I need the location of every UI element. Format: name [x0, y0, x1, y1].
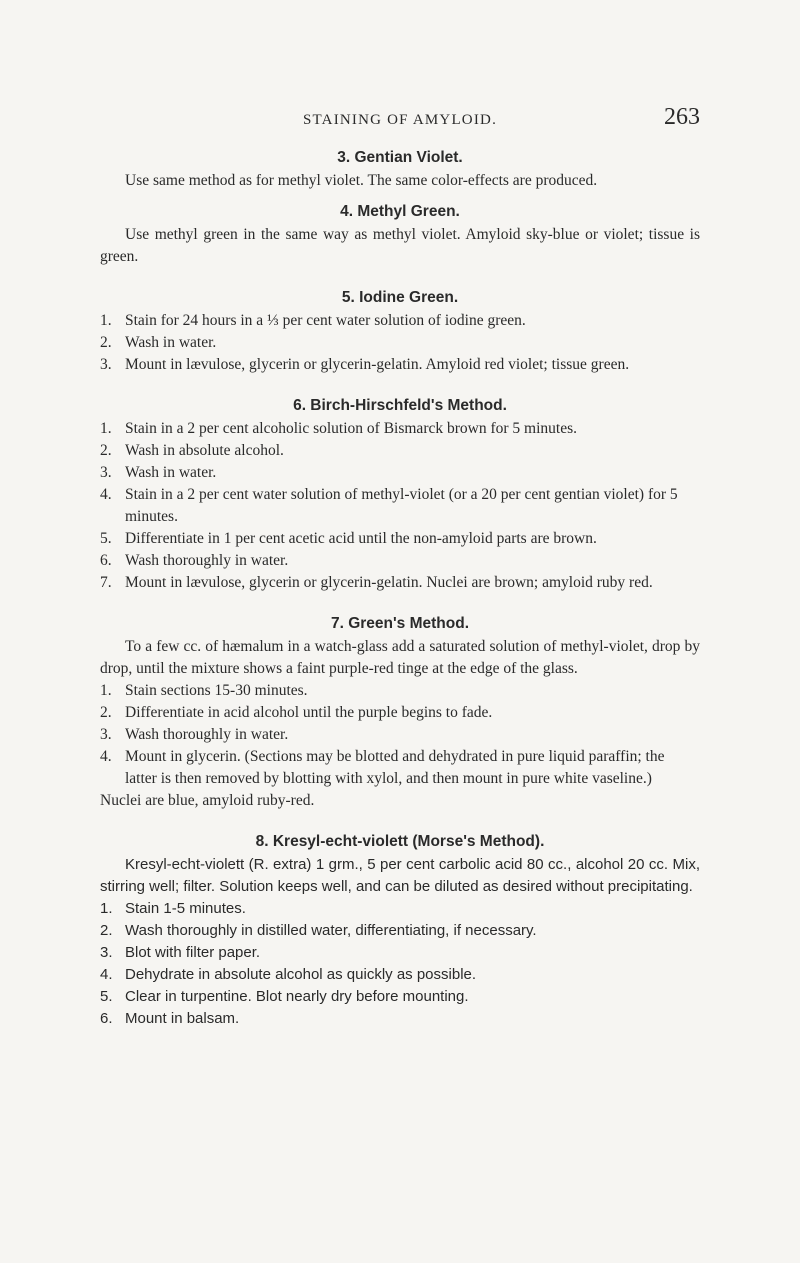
- running-head: [100, 104, 700, 134]
- list-item: [100, 724, 700, 746]
- section-paragraph: Use methyl green in the same way as methyl violet. Amyloid sky-blue or violet; tissue is green.: [100, 226, 700, 265]
- section-heading: 4. Methyl Green.: [340, 203, 460, 220]
- step-text: Mount in lævulose, glycerin or glycerin-gelatin. Nuclei are brown; amyloid ruby red.: [125, 574, 653, 591]
- section-methyl-green: [100, 200, 700, 268]
- step-number: 1 .: [100, 310, 122, 332]
- step-text: Stain 1-5 minutes.: [125, 900, 246, 917]
- list-item: [100, 354, 700, 376]
- running-title: STAINING OF AMYLOID.: [302, 112, 498, 128]
- step-number: 4 .: [100, 964, 122, 986]
- list-item: [100, 572, 700, 594]
- step-number: 5 .: [100, 986, 122, 1008]
- step-number: 5 .: [100, 528, 122, 550]
- step-text: Blot with filter paper.: [125, 944, 261, 961]
- list-item: [100, 550, 700, 572]
- list-item: [100, 528, 700, 550]
- list-item: [100, 440, 700, 462]
- step-text: Wash in water.: [125, 464, 217, 481]
- list-item: [100, 942, 700, 964]
- step-number: 3 .: [100, 724, 122, 746]
- step-number: 7 .: [100, 572, 122, 594]
- step-text: Mount in glycerin. (Sections may be blotted and dehydrated in pure liquid paraffin; the latter is then removed by blotting with xylol, and then mount in pure white vaseline.): [125, 748, 665, 787]
- list-item: [100, 332, 700, 354]
- list-item: [100, 1008, 700, 1030]
- step-number: 6 .: [100, 550, 122, 572]
- list-item: [100, 418, 700, 440]
- step-list: [100, 310, 700, 376]
- list-item: [100, 964, 700, 986]
- step-number: 1 .: [100, 418, 122, 440]
- list-item: [100, 702, 700, 724]
- list-item: [100, 680, 700, 702]
- step-text: Mount in balsam.: [125, 1010, 240, 1027]
- section-paragraph: To a few cc. of hæmalum in a watch-glass add a saturated solution of methyl-violet, drop by drop, until the mixture shows a faint purple-red tinge at the edge of the glass.: [100, 638, 700, 677]
- step-text: Wash thoroughly in water.: [125, 552, 289, 569]
- step-text: Mount in lævulose, glycerin or glycerin-gelatin. Amyloid red violet; tissue green.: [125, 356, 630, 373]
- step-number: 1 .: [100, 898, 122, 920]
- step-text: Wash in water.: [125, 334, 217, 351]
- section-heading: 3. Gentian Violet.: [337, 149, 463, 166]
- step-text: Stain in a 2 per cent alcoholic solution of Bismarck brown for 5 minutes.: [125, 420, 577, 437]
- section-greens-method: [100, 612, 700, 812]
- step-number: 3 .: [100, 462, 122, 484]
- step-number: 2 .: [100, 702, 122, 724]
- section-iodine-green: [100, 286, 700, 376]
- list-item: [100, 920, 700, 942]
- step-text: Stain for 24 hours in a ⅓ per cent water solution of iodine green.: [125, 312, 526, 329]
- page-number: 263: [664, 104, 700, 130]
- step-number: 1 .: [100, 680, 122, 702]
- step-text: Wash in absolute alcohol.: [125, 442, 284, 459]
- step-number: 3 .: [100, 942, 122, 964]
- section-heading: 5. Iodine Green.: [341, 289, 459, 306]
- list-item: [100, 898, 700, 920]
- list-item: [100, 986, 700, 1008]
- step-text: Dehydrate in absolute alcohol as quickly as possible.: [125, 966, 477, 983]
- section-kresyl-echt-violett: [100, 830, 700, 1030]
- section-heading: 8. Kresyl-echt-violett (Morse's Method).: [255, 833, 545, 850]
- step-list: [100, 680, 700, 790]
- list-item: [100, 484, 700, 528]
- result-note: Nuclei are blue, amyloid ruby-red.: [100, 792, 315, 809]
- section-heading: 6. Birch-Hirschfeld's Method.: [293, 397, 507, 414]
- step-number: 6 .: [100, 1008, 122, 1030]
- section-birch-hirschfeld: [100, 394, 700, 594]
- section-heading: 7. Green's Method.: [330, 615, 470, 632]
- step-text: Differentiate in 1 per cent acetic acid until the non-amyloid parts are brown.: [125, 530, 597, 547]
- step-text: Wash thoroughly in water.: [125, 726, 289, 743]
- step-text: Stain in a 2 per cent water solution of methyl-violet (or a 20 per cent gentian violet) for 5 minutes.: [125, 486, 678, 525]
- step-text: Clear in turpentine. Blot nearly dry before mounting.: [125, 988, 469, 1005]
- step-number: 2 .: [100, 332, 122, 354]
- step-list: [100, 898, 700, 1030]
- step-number: 2 .: [100, 440, 122, 462]
- step-text: Wash thoroughly in distilled water, differentiating, if necessary.: [125, 922, 537, 939]
- step-text: Stain sections 15-30 minutes.: [125, 682, 308, 699]
- step-text: Differentiate in acid alcohol until the purple begins to fade.: [125, 704, 493, 721]
- step-list: [100, 418, 700, 594]
- step-number: 2 .: [100, 920, 122, 942]
- list-item: [100, 310, 700, 332]
- list-item: [100, 746, 700, 790]
- section-gentian-violet: [100, 146, 700, 192]
- section-paragraph: Kresyl-echt-violett (R. extra) 1 grm., 5 per cent carbolic acid 80 cc., alcohol 20 cc. Mix, stirring well; filter. Solution keeps well, and can be diluted as desired without precipitating.: [100, 856, 700, 895]
- section-paragraph: Use same method as for methyl violet. The same color-effects are produced.: [125, 172, 598, 189]
- step-number: 3 .: [100, 354, 122, 376]
- step-number: 4 .: [100, 484, 122, 506]
- page-content: [100, 146, 700, 1030]
- list-item: [100, 462, 700, 484]
- step-number: 4 .: [100, 746, 122, 768]
